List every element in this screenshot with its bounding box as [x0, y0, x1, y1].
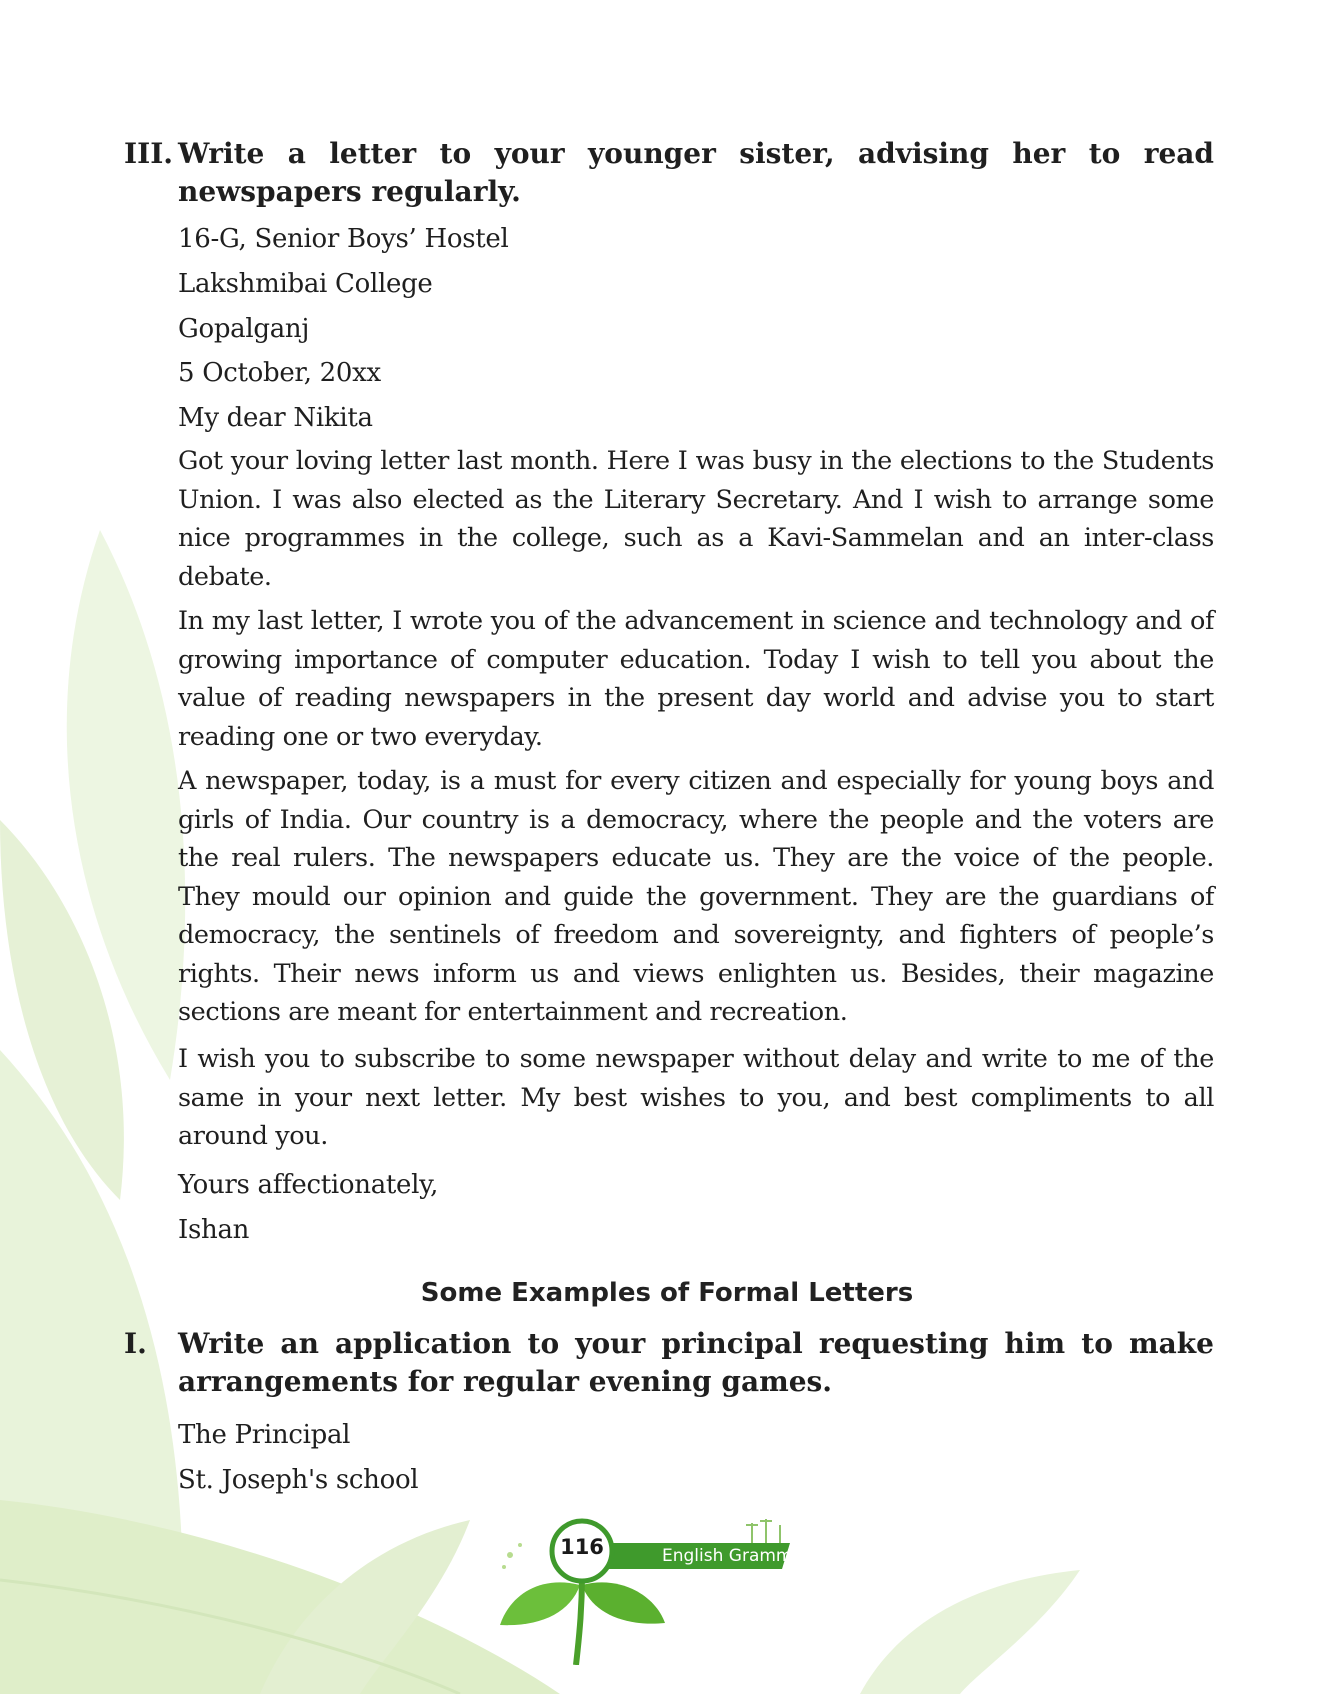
- page-footer: [490, 1515, 850, 1665]
- sparkle-dots: [502, 1543, 522, 1569]
- question-text: Write a letter to your younger sister, advising her to read newspapers regularly.: [178, 137, 1214, 208]
- question-number: III.: [124, 137, 174, 170]
- letter-paragraph: I wish you to subscribe to some newspaper without delay and write to me of the same in your next letter. My best wishes to you, and best compliments to all around you.: [178, 1044, 1214, 1151]
- address-line: 16-G, Senior Boys’ Hostel: [178, 224, 509, 254]
- address-line: Lakshmibai College: [178, 269, 433, 299]
- wind-turbine-icon: [746, 1519, 780, 1543]
- letter-paragraph: Got your loving letter last month. Here I was busy in the elections to the Students Union. I was also elected as the Literary Secretary. And I wish to arrange some nice programmes in the college, such as a Kavi-Sammelan and an inter-class debate.: [178, 446, 1214, 592]
- book-title: English Grammar-7: [662, 1546, 826, 1566]
- closing: Yours affectionately,: [178, 1170, 439, 1200]
- section-heading: Some Examples of Formal Letters: [420, 1278, 914, 1308]
- footer-graphic: [490, 1515, 850, 1665]
- letter-paragraph: In my last letter, I wrote you of the advancement in science and technology and of growing importance of computer education. Today I wish to tell you about the value of reading newspapers in the present day world and advise you to start reading one or two everyday.: [178, 606, 1214, 752]
- question-number: I.: [124, 1327, 147, 1360]
- question-text: Write an application to your principal requesting him to make arrangements for regular evening games.: [178, 1327, 1214, 1398]
- leaf-icon: [500, 1582, 580, 1625]
- letter-date: 5 October, 20xx: [178, 358, 381, 388]
- letter-paragraph: A newspaper, today, is a must for every citizen and especially for young boys and girls of India. Our country is a democracy, where the people and the voters are the real rulers. The newspapers educate us. They are the voice of the people. They mould our opinion and guide the government. They are the guardians of democracy, the sentinels of freedom and sovereignty, and fighters of people’s rights. Their news inform us and views enlighten us. Besides, their magazine sections are meant for entertainment and recreation.: [178, 766, 1214, 1027]
- salutation: My dear Nikita: [178, 403, 373, 433]
- address-line: St. Joseph's school: [178, 1465, 419, 1495]
- signature: Ishan: [178, 1215, 250, 1245]
- address-line: Gopalganj: [178, 314, 310, 344]
- address-line: The Principal: [178, 1420, 351, 1450]
- page-number: 116: [560, 1535, 604, 1559]
- leaf-icon: [582, 1582, 665, 1623]
